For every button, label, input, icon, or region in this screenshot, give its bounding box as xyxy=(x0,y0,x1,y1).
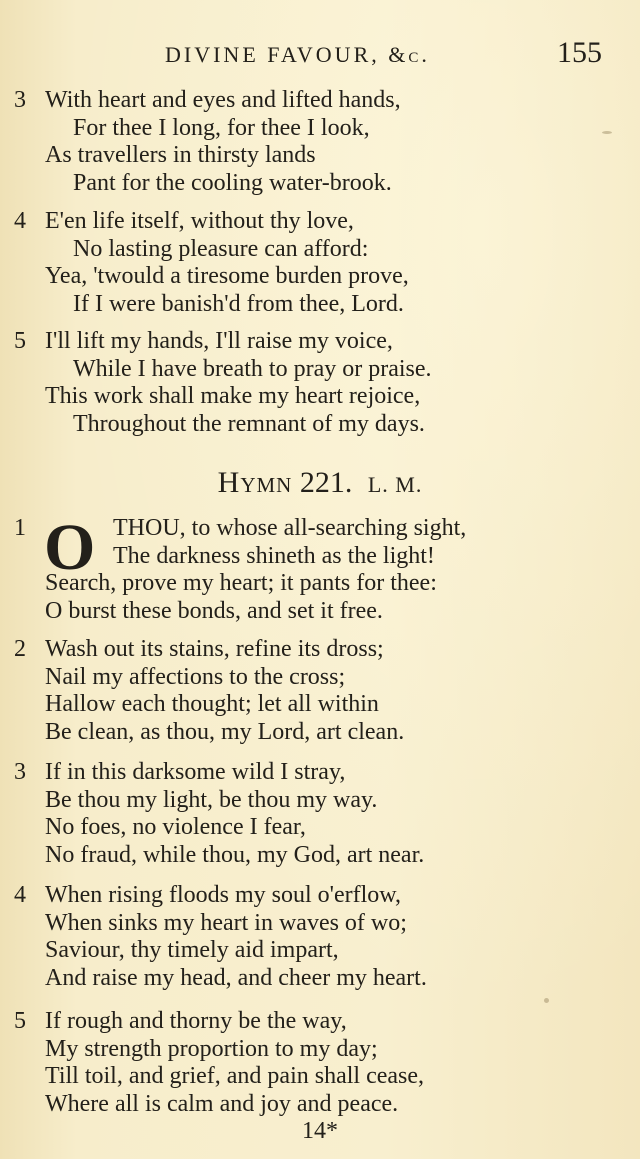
hymn-stanza-1 xyxy=(0,511,640,625)
hymn-stanza-4 xyxy=(0,882,640,992)
verse-line-rest: to whose all-searching sight, xyxy=(191,515,467,541)
hymn-number: 221. xyxy=(299,466,353,499)
page-header xyxy=(0,34,640,74)
verse-line: I'll lift my hands, I'll raise my voice, xyxy=(45,328,393,354)
verse-line: Be clean, as thou, my Lord, art clean. xyxy=(45,718,405,745)
stanza-number: 1 xyxy=(14,515,26,541)
verse-line: With heart and eyes and lifted hands, xyxy=(45,87,401,113)
hymn-meter: L. M. xyxy=(367,472,423,497)
signature-mark: 14* xyxy=(302,1118,338,1144)
verse-line: When sinks my heart in waves of wo; xyxy=(45,909,407,936)
verse-line: Throughout the remnant of my days. xyxy=(73,410,425,437)
verse-line: E'en life itself, without thy love, xyxy=(45,208,354,234)
stanza-number: 4 xyxy=(14,208,26,234)
stanza-4-prev xyxy=(0,208,640,318)
verse-line: Wash out its stains, refine its dross; xyxy=(45,636,384,662)
hymn-stanza-2 xyxy=(0,636,640,746)
drop-cap: O xyxy=(44,511,96,584)
verse-line: No fraud, while thou, my God, art near. xyxy=(45,841,425,868)
verse-line: As travellers in thirsty lands xyxy=(45,142,316,168)
ink-speck xyxy=(602,131,612,134)
stanza-number: 3 xyxy=(14,87,26,113)
verse-line: If rough and thorny be the way, xyxy=(45,1008,347,1034)
verse-line xyxy=(113,515,640,543)
verse-line: Yea, 'twould a tiresome burden prove, xyxy=(45,263,409,289)
verse-line: No foes, no violence I fear, xyxy=(45,814,306,840)
verse-line: Saviour, thy timely aid impart, xyxy=(45,937,339,963)
verse-line: Where all is calm and joy and peace. xyxy=(45,1090,399,1117)
verse-line: When rising floods my soul o'erflow, xyxy=(45,882,402,908)
verse-line: My strength proportion to my day; xyxy=(45,1035,378,1062)
verse-line: Search, prove my heart; it pants for thee: xyxy=(45,570,437,596)
verse-line: For thee I long, for thee I look, xyxy=(73,114,370,141)
verse-line: If I were banish'd from thee, Lord. xyxy=(73,290,404,317)
verse-line: And raise my head, and cheer my heart. xyxy=(45,964,427,991)
stanza-5-prev xyxy=(0,328,640,438)
page-number: 155 xyxy=(557,36,602,69)
verse-line: Till toil, and grief, and pain shall cease, xyxy=(45,1063,425,1089)
hymn-stanza-5 xyxy=(0,1008,640,1118)
stanza-number: 5 xyxy=(14,328,26,354)
hymn-word: Hymn xyxy=(217,466,293,499)
verse-line: The darkness shineth as the light! xyxy=(113,542,435,569)
stanza-number: 3 xyxy=(14,759,26,785)
first-word: THOU, xyxy=(113,515,186,541)
ink-speck xyxy=(544,998,549,1003)
verse-line: Hallow each thought; let all within xyxy=(45,691,379,717)
stanza-number: 2 xyxy=(14,636,26,662)
verse-line: Be thou my light, be thou my way. xyxy=(45,786,378,813)
hymn-title xyxy=(0,466,640,500)
verse-line: This work shall make my heart rejoice, xyxy=(45,383,421,409)
stanza-number: 4 xyxy=(14,882,26,908)
stanza-3-prev xyxy=(0,87,640,197)
verse-line: No lasting pleasure can afford: xyxy=(73,235,369,262)
verse-line: O burst these bonds, and set it free. xyxy=(45,597,383,624)
verse-line: If in this darksome wild I stray, xyxy=(45,759,346,785)
verse-line: Nail my affections to the cross; xyxy=(45,663,346,690)
verse-line: While I have breath to pray or praise. xyxy=(73,355,432,382)
hymn-stanza-3 xyxy=(0,759,640,869)
verse-line: Pant for the cooling water-brook. xyxy=(73,169,392,196)
stanza-number: 5 xyxy=(14,1008,26,1034)
running-head: DIVINE FAVOUR, &c. xyxy=(165,42,430,67)
